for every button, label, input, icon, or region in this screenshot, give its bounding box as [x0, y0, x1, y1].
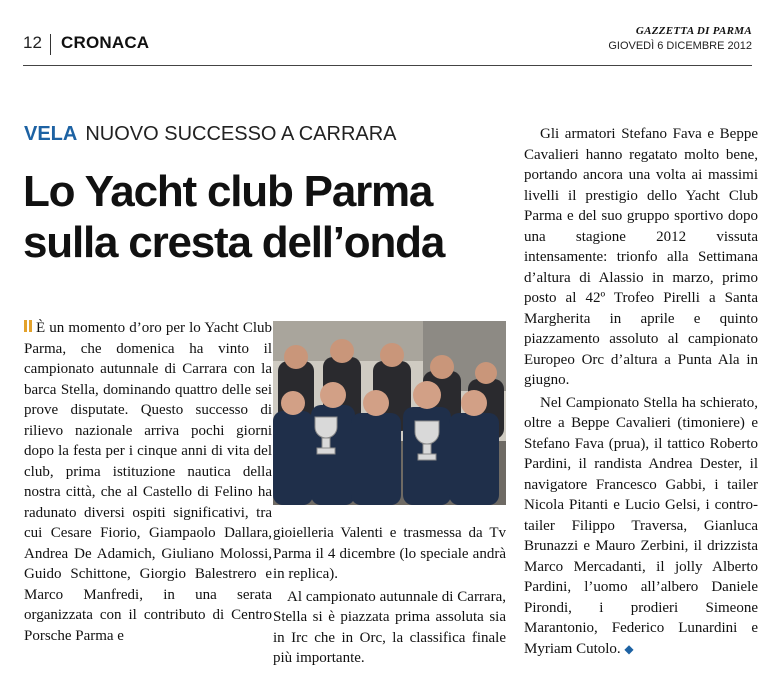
kicker-subtitle: NUOVO SUCCESSO A CARRARA	[85, 123, 397, 145]
paragraph-marker-icon	[24, 320, 32, 332]
team-photo	[273, 321, 506, 505]
column-3-paragraph-1: Gli armatori Stefano Fava e Beppe Cavalieri hanno regatato molto bene, portando ancora una volta ai massimi livelli il prestigio dello Yacht Club Parma e del suo gruppo sportivo dopo una stagione 2012 vissuta intensamente: trionfo alla Settimana d’altura di Alassio in marzo, primo posto al 42º Trofeo Pirelli a Santa Margherita in aprile e quinto piazzamento assoluto al campionato Europeo Orc d’altura a Punta Ala in giugno.	[524, 126, 758, 388]
headline-line-2: sulla cresta dell’onda	[23, 218, 445, 267]
header-divider	[50, 34, 51, 55]
column-2-paragraph-1: gioielleria Valenti e trasmessa da Tv Parma il 4 dicembre (lo speciale andrà in replica).	[273, 525, 506, 582]
team-photo-illustration	[273, 321, 506, 505]
article-headline	[23, 166, 523, 268]
end-of-article-icon: ◆	[624, 641, 634, 656]
column-2-paragraph-2: Al campionato autunnale di Carrara, Stella si è piazzata prima assoluta sia in Irc che in Orc, la classifica finale più importante.	[273, 588, 506, 666]
article-column-3	[524, 124, 758, 659]
kicker-tag: VELA	[24, 123, 78, 145]
page-number: 12	[23, 33, 42, 52]
section-label: CRONACA	[61, 33, 150, 52]
header-rule	[23, 65, 752, 66]
page-header	[0, 0, 781, 66]
column-1-paragraph	[24, 318, 272, 646]
column-3-paragraph-2	[524, 393, 758, 660]
column-1-text: È un momento d’oro per lo Yacht Club Parma, che domenica ha vinto il campionato autunnale di Carrara con la barca Stella, dominando quattro delle sei prove disputate. Questo successo di rilievo nazionale arriva pochi giorni dopo la festa per i cinque anni di vita del club, prima istituzione nautica della nostra città, che al Castello di Felino ha radunato diversi ospiti significativi, tra cui Cesare Fiorio, Giampaolo Dallara, Andrea De Adamich, Giuliano Molossi, Guido Schittone, Giorgio Balestrero e Marco Manfredi, in una serata organizzata con il contributo di Centro Porsche Parma e	[24, 320, 272, 644]
article-column-2	[273, 523, 506, 669]
newspaper-masthead: GAZZETTA DI PARMA	[635, 25, 752, 37]
article-column-1	[24, 318, 272, 646]
issue-date: GIOVEDÌ 6 DICEMBRE 2012	[608, 40, 752, 52]
column-3-paragraph-2-text: Nel Campionato Stella ha schierato, oltre a Beppe Cavalieri (timoniere) e Stefano Fava (prua), il tattico Roberto Pardini, il randista Andrea Dester, il navigatore Francesco Gabbi, i tailer Nicola Pitanti e Lucio Gelsi, i contro-tailer Filippo Traversa, Gianluca Brunazzi e Mauro Zerbini, il drizzista Marco Mercadanti, il jolly Alberto Pardini, l’uomo all’albero Daniele Pirondi, i prodieri Simeone Marantonio, Federico Lunardini e Myriam Cutolo.	[524, 394, 758, 657]
headline-line-1: Lo Yacht club Parma	[23, 167, 433, 216]
article-kicker	[24, 123, 397, 146]
